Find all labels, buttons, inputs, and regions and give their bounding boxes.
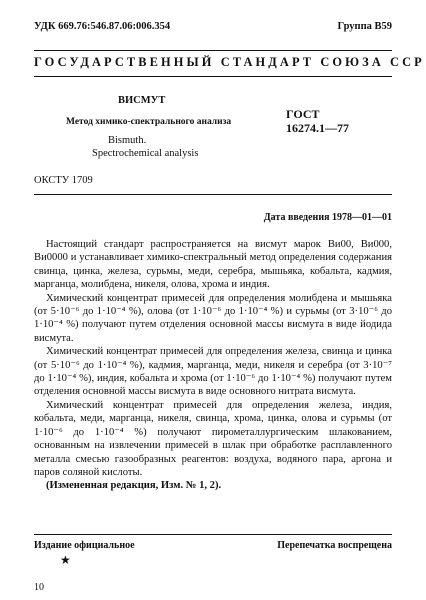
okstu-code: ОКСТУ 1709: [34, 175, 93, 186]
okstu-rule: [34, 194, 392, 195]
amendment-note: (Измененная редакция, Изм. № 1, 2).: [46, 480, 222, 492]
reprint-prohibited: Перепечатка воспрещена: [277, 540, 392, 551]
gost-label: ГОСТ: [286, 107, 320, 121]
group-code: Группа В59: [337, 21, 392, 32]
paragraph-nitrate-method: Химический концентрат примесей для определения железа, свинца и цинка (от 5·10⁻⁶ до 1·10⁻⁴ %), кадмия, марганца, меди, никеля и серебра (от 3·10⁻⁷ до 1·10⁻⁴ %), индия, кобальта и хрома (от 1·10⁻⁶ до 1·10⁻⁴ %) получают путем отделения основной массы висмута в виде основного нитрата висмута.: [34, 346, 392, 398]
udk-code: УДК 669.76:546.87.06:006.354: [34, 21, 171, 32]
banner-rule: [34, 76, 392, 77]
paragraph-scope: Настоящий стандарт распространяется на висмут марок Ви00, Ви000, Ви0000 и устанавливает химико-спектральный метод определения содержания свинца, цинка, железа, сурьмы, меди, серебра, мышьяка, кобальта, кадмия, марганца, молибдена, никеля, олова, хрома и индия.: [34, 239, 392, 291]
title-ru: ВИСМУТ: [118, 95, 166, 106]
footer-rule: [34, 534, 392, 535]
paragraph-slag-method: Химический концентрат примесей для определения железа, индия, кобальта, меди, марганца, никеля, свинца, хрома, цинка, олова и сурьмы (от 1·10⁻⁶ до 1·10⁻⁴ %) получают пирометаллургическим шлакованием, основанным на извлечении примесей в шлак при обработке расплавленного металла смесью газообразных реагентов: воздуха, водяного пара, аргона и паров соляной кислоты.: [34, 399, 392, 478]
method-en: Spectrochemical analysis: [92, 148, 199, 159]
official-edition: Издание официальное: [34, 540, 135, 551]
gost-number: 16274.1—77: [286, 121, 349, 135]
top-rule: [34, 50, 392, 51]
star-icon: ★: [60, 553, 71, 567]
effective-date: Дата введения 1978—01—01: [263, 212, 392, 223]
title-en: Bismuth.: [108, 135, 147, 146]
standard-body: [34, 238, 392, 493]
method-ru: Метод химико-спектрального анализа: [66, 117, 232, 127]
paragraph-iodide-method: Химический концентрат примесей для определения молибдена и мышьяка (от 5·10⁻⁶ до 1·10⁻⁴ %), олова (от 1·10⁻⁶ до 1·10⁻⁴ %) и сурьмы (от 3·10⁻⁶ до 1·10⁻⁴ %) получают путем отделения основной массы висмута в виде йодида висмута.: [34, 292, 392, 344]
page-number: 10: [34, 582, 44, 593]
state-standard-banner: ГОСУДАРСТВЕННЫЙ СТАНДАРТ СОЮЗА ССР: [34, 55, 425, 69]
